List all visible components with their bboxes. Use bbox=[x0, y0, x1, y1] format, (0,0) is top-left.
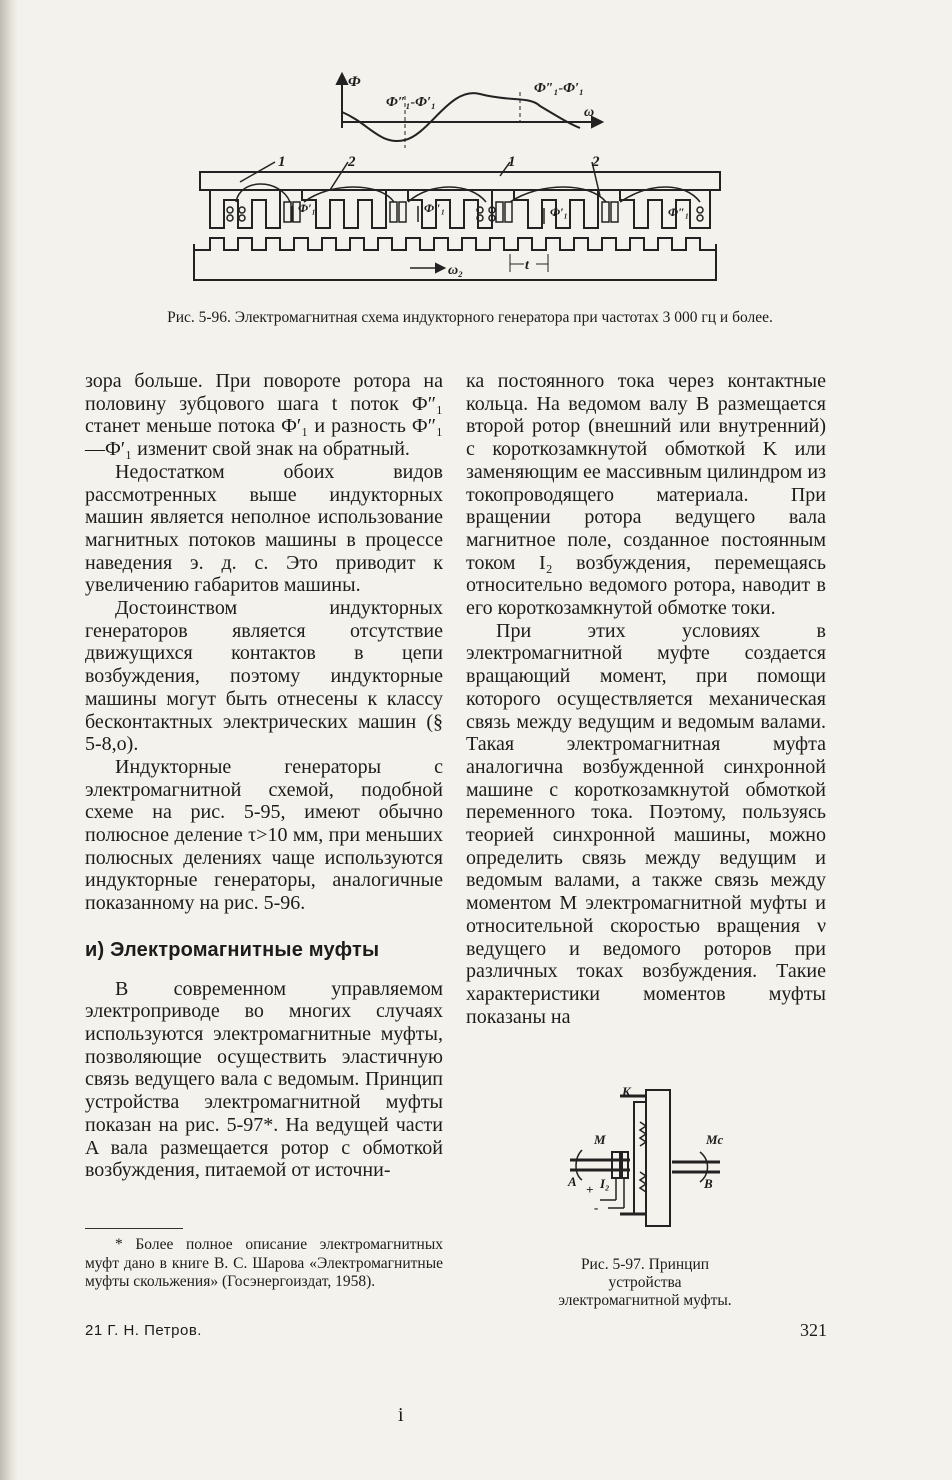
flux-difference-label-right: Ф″₁-Ф′₁ bbox=[534, 81, 584, 96]
flux-label-2: Ф″₁ bbox=[424, 201, 446, 215]
paragraph: ка постоянного тока через контактные кольца. На ведомом валу B размещается второй ротор (внешний или внутренний) с короткозамкнутой обмоткой K или заменяющим ее массивным цилиндром из токопроводящего материала. При вращении ротора ведущего вала магнитное поле, созданное постоянным током I₂ возбуждения, перемещаясь относительно ведомого ротора, наводит в его короткозамкнутой обмотке токи. bbox=[466, 370, 826, 620]
footnote bbox=[85, 1236, 443, 1292]
label-M: M bbox=[594, 1132, 606, 1147]
figure-5-97-caption: Рис. 5-97. Принцип устройства электромагнитной муфты. bbox=[558, 1256, 732, 1309]
figure-5-96-caption: Рис. 5-96. Электромагнитная схема индукторного генератора при частотах 3 000 гц и более. bbox=[167, 309, 773, 326]
paragraph: При этих условиях в электромагнитной муфте создается вращающий момент, при помощи которого осуществляется механическая связь между ведущим и ведомым валами. Такая электромагнитная муфта аналогична возбужденной синхронной машине с короткозамкнутой обмоткой переменного тока. Поэтому, пользуясь теорией синхронной машины, можно определить связь между ведущим и ведомым валами, а также связь между моментом M электромагнитной муфты и относительной скоростью вращения ν ведущего и ведомого роторов при различных токах возбуждения. Такие характеристики моментов муфты показаны на bbox=[466, 619, 826, 1028]
omega-label: ω bbox=[584, 105, 595, 120]
winding-label-1a: 1 bbox=[278, 154, 286, 170]
winding-label-1b: 1 bbox=[508, 154, 516, 170]
winding-label-2a: 2 bbox=[348, 154, 356, 170]
stray-mark: i bbox=[398, 1404, 404, 1426]
flux-difference-label-left: Ф″₁-Ф′₁ bbox=[386, 95, 436, 110]
flux-axis-label: Ф bbox=[348, 74, 361, 90]
footnote-divider bbox=[85, 1228, 183, 1229]
page-number: 321 bbox=[800, 1320, 827, 1340]
signature-mark: 21 Г. Н. Петров. bbox=[85, 1322, 202, 1339]
right-text-column bbox=[466, 370, 826, 1028]
label-B: B bbox=[704, 1176, 713, 1191]
tooth-pitch-label: t bbox=[525, 258, 529, 273]
flux-label-4: Ф″₁ bbox=[668, 205, 690, 219]
section-heading: и) Электромагнитные муфты bbox=[85, 938, 380, 961]
paragraph: Достоинством индукторных генераторов является отсутствие движущихся контактов в цепи возбуждения, поэтому индукторные машины могут быть отнесены к классу бесконтактных электрических машин (§ 5-8,о). bbox=[85, 597, 443, 756]
rotor-speed-label: ω₂ bbox=[448, 263, 464, 278]
label-I2: I₂ bbox=[600, 1176, 610, 1191]
winding-label-2b: 2 bbox=[592, 154, 600, 170]
label-plus: + bbox=[586, 1182, 594, 1197]
paragraph: В современном управляемом электроприводе во многих случаях используются электромагнитные муфты, позволяющие осуществить эластичную связь ведущего вала с ведомым. Принцип устройства электромагнитной муфты показан на рис. 5-97*. На ведущей части A вала размещается ротор с обмоткой возбуждения, питаемой от источни- bbox=[85, 977, 443, 1182]
paragraph: Индукторные генераторы с электромагнитной схемой, подобной схеме на рис. 5-95, имеют обычно полюсное деление τ>10 мм, при меньших полюсных делениях чаще используются индукторные генераторы, аналогичные показанному на рис. 5-96. bbox=[85, 755, 443, 915]
page-edge-shadow bbox=[0, 0, 18, 1480]
footnote-text: * Более полное описание электромагнитных муфт дано в книге В. С. Шарова «Электромагнитные муфты скольжения» (Госэнергоиздат, 1958). bbox=[85, 1236, 443, 1290]
label-Mc: Mc bbox=[706, 1132, 724, 1147]
label-A: A bbox=[568, 1174, 577, 1189]
paragraph: зора больше. При повороте ротора на половину зубцового шага t поток Ф″₁ станет меньше потока Ф′₁ и разность Ф″₁—Ф′₁ изменит свой знак на обратный. bbox=[85, 370, 443, 461]
figure-5-96-diagram bbox=[180, 66, 740, 296]
flux-label-1: Ф′₁ bbox=[298, 201, 316, 215]
label-K: K bbox=[622, 1084, 631, 1099]
label-minus: - bbox=[594, 1200, 599, 1215]
figure-5-97-diagram bbox=[560, 1082, 730, 1232]
flux-label-3: Ф′₁ bbox=[550, 205, 568, 219]
left-text-column bbox=[85, 370, 443, 1182]
paragraph: Недостатком обоих видов рассмотренных выше индукторных машин является неполное использование магнитных потоков машины в процессе наведения э. д. с. Это приводит к увеличению габаритов машины. bbox=[85, 460, 443, 597]
